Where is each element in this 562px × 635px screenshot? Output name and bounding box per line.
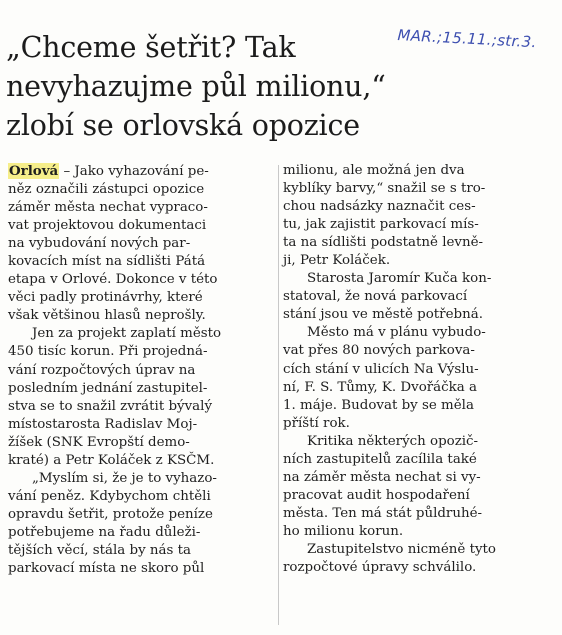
article-line: kraté) a Petr Koláček z KSČM. xyxy=(8,452,215,468)
article-line: vání peněz. Kdybychom chtěli xyxy=(8,488,211,504)
article-line-rest: – Jako vyhazování pe- xyxy=(59,164,209,179)
article-line: pracovat audit hospodaření xyxy=(283,487,470,503)
article-line: ních zastupitelů zacílila také xyxy=(283,451,477,467)
article-line: na vybudování nových par- xyxy=(8,236,191,252)
article-line: věci padly protinávrhy, které xyxy=(8,290,203,306)
article-line: záměr města nechat vypraco- xyxy=(8,200,208,216)
headline-line: zlobí se orlovská opozice xyxy=(6,109,360,142)
article-line: ní, F. S. Tůmy, K. Dvořáčka a xyxy=(283,379,477,395)
article-line: rozpočtové úpravy schválilo. xyxy=(283,560,477,576)
headline-line: „Chceme šetřit? Tak xyxy=(6,31,296,64)
article-line: vat projektovou dokumentaci xyxy=(8,218,207,234)
article-line: milionu, ale možná jen dva xyxy=(283,163,465,178)
article-line: stání jsou ve městě potřebná. xyxy=(283,307,483,323)
article-line: 450 tisíc korun. Při projedná- xyxy=(8,344,208,360)
article-line: chou nadsázky naznačit ces- xyxy=(283,199,476,215)
column-divider xyxy=(278,165,279,625)
article-line: Zastupitelstvo nicméně tyto xyxy=(307,541,496,557)
article-line: ho milionu korun. xyxy=(283,523,404,539)
article-line: místostarosta Radislav Moj- xyxy=(8,416,198,432)
article-line: cích stání v ulicích Na Výslu- xyxy=(283,361,479,377)
article-line: tějších věcí, stála by nás ta xyxy=(8,542,192,558)
article-line: tu, jak zajistit parkovací mís- xyxy=(283,217,479,233)
article-column-left xyxy=(8,162,276,578)
article-line: statoval, že nová parkovací xyxy=(283,289,468,305)
article-line: posledním jednání zastupitel- xyxy=(8,380,208,396)
article-line: Město má v plánu vybudo- xyxy=(307,325,486,341)
article-line: vání rozpočtových úprav na xyxy=(8,362,196,378)
article-line: potřebujeme na řadu důleži- xyxy=(8,524,201,540)
article-line: kovacích míst na sídlišti Pátá xyxy=(8,254,206,270)
article-line: Starosta Jaromír Kuča kon- xyxy=(307,271,492,287)
article-line: žíšek (SNK Evropští demo- xyxy=(8,434,190,450)
headline-line: nevyhazujme půl milionu,“ xyxy=(6,70,386,103)
article-line: kyblíky barvy,“ snažil se s tro- xyxy=(283,181,486,197)
article-line xyxy=(8,162,276,181)
article-line: něz označili zástupci opozice xyxy=(8,182,205,198)
article-line: opravdu šetřit, protože peníze xyxy=(8,506,213,522)
article-line: vat přes 80 nových parkova- xyxy=(283,343,475,359)
handwritten-note: MAR.;15.11.;str.3. xyxy=(397,26,537,52)
article-line: města. Ten má stát půldruhé- xyxy=(283,505,483,521)
article-line: na záměr města nechat si vy- xyxy=(283,469,481,485)
article-line: ta na sídlišti podstatně levně- xyxy=(283,235,484,251)
article-line: však většinou hlasů neprošly. xyxy=(8,308,206,324)
article-column-right xyxy=(283,162,553,577)
article-line: 1. máje. Budovat by se měla xyxy=(283,397,474,413)
article-line: Jen za projekt zaplatí město xyxy=(32,326,222,342)
article-line: stva se to snažil zvrátit bývalý xyxy=(8,398,213,414)
article-line: etapa v Orlové. Dokonce v této xyxy=(8,272,218,288)
headline xyxy=(6,28,546,145)
article-line: Kritika některých opozič- xyxy=(307,433,479,449)
dateline: Orlová xyxy=(9,163,59,179)
article-line: parkovací místa ne skoro půl xyxy=(8,561,205,577)
article-line: ji, Petr Koláček. xyxy=(283,253,391,269)
article-line: „Myslím si, že je to vyhazo- xyxy=(32,470,217,486)
article-line: příští rok. xyxy=(283,415,350,431)
